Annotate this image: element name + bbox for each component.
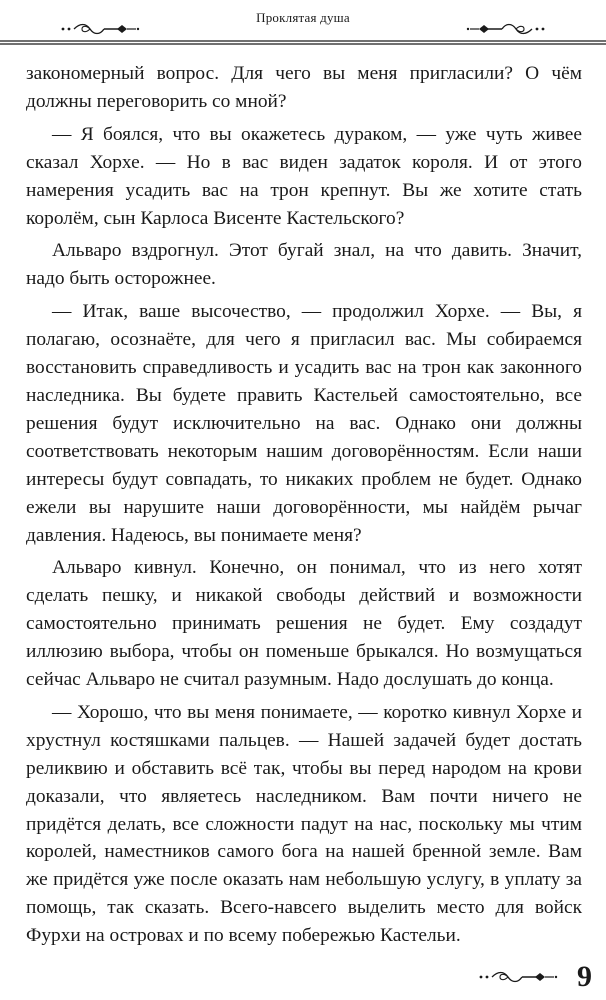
header-rule — [0, 40, 606, 46]
ornament-scroll-icon — [478, 970, 558, 984]
paragraph: закономерный вопрос. Для чего вы меня пригласили? О чём должны переговорить со мной? — [26, 63, 582, 112]
ornament-scroll-icon — [466, 22, 546, 36]
page-footer — [0, 958, 606, 1000]
paragraph: — Итак, ваше высочество, — продолжил Хорхе. — Вы, я полагаю, осознаёте, для чего я пригласил вас. Мы собираемся восстановить справедливость и усадить вас на трон как законного наследника. Вы будете править Кастельей самостоятельно, все решения будут исключительно на вас. Однако они должны соответствовать некоторым нашим договорённостям. Если наши интересы будут совпадать, то никаких проблем не будет. Однако ежели вы нарушите наши договорённости, мы найдём рычаг давления. Надеюсь, вы понимаете меня? — [26, 301, 582, 546]
running-title: Проклятая душа — [256, 10, 350, 25]
paragraph: — Хорошо, что вы меня понимаете, — коротко кивнул Хорхе и хрустнул костяшками пальцев. — Нашей задачей будет достать реликвию и обставить всё так, чтобы вы перед народом на крови доказали, что являетесь наследником. Вам почти ничего не придётся делать, все сложности падут на нас, поскольку мы чтим королей, наместников самого бога на нашей бренной земле. Вам же придётся уже после оказать нам небольшую услугу, в уплату за помощь, так сказать. Всего-навсего выделить место для войск Фурхи на островах и по всему побережью Кастельи. — [26, 701, 582, 947]
paragraph: Альваро вздрогнул. Этот бугай знал, на что давить. Значит, надо быть осторожнее. — [26, 240, 582, 290]
paragraph: — Я боялся, что вы окажетесь дураком, — уже чуть живее сказал Хорхе. — Но в вас виден задаток короля. И от этого намерения усадить вас на трон крепнут. Вы же хотите стать королём, сын Карлоса Висенте Кастельского? — [26, 123, 582, 229]
paragraph: Альваро кивнул. Конечно, он понимал, что из него хотят сделать пешку, и никакой свободы действий и возможности самостоятельно принимать решения не будет. Ему создадут иллюзию выбора, чтобы он поменьше брыкался. Но возмущаться сейчас Альваро не считал разумным. Надо дослушать до конца. — [26, 557, 582, 691]
page-number: 9 — [577, 960, 592, 993]
running-header — [0, 0, 606, 56]
body-text — [26, 60, 582, 955]
